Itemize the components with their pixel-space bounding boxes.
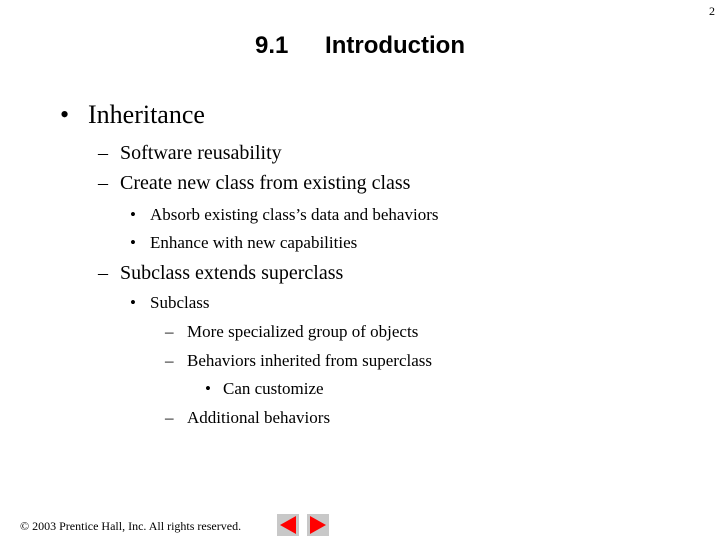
bullet-item xyxy=(130,233,357,253)
bullet-text: Subclass xyxy=(150,293,210,312)
bullet-item xyxy=(165,351,432,371)
bullet-item xyxy=(130,205,438,225)
bullet-item xyxy=(98,262,343,285)
bullet-text: Software reusability xyxy=(120,142,282,164)
left-arrow-icon xyxy=(277,514,299,536)
bullet-marker: • xyxy=(60,100,70,129)
bullet-text: Can customize xyxy=(223,379,324,398)
bullet-text: Absorb existing class’s data and behaviors xyxy=(150,205,439,224)
bullet-marker: • xyxy=(130,233,136,252)
bullet-item xyxy=(165,322,418,342)
bullet-marker: • xyxy=(130,205,136,224)
bullet-text: Subclass extends superclass xyxy=(120,262,344,284)
bullet-item xyxy=(98,172,410,195)
bullet-text: Behaviors inherited from superclass xyxy=(187,351,433,370)
bullet-marker: – xyxy=(98,142,108,164)
bullet-marker: • xyxy=(130,293,136,312)
slide-title xyxy=(0,32,720,60)
bullet-text: Inheritance xyxy=(88,100,205,129)
previous-slide-button[interactable] xyxy=(277,514,299,536)
section-title: Introduction xyxy=(325,32,465,59)
copyright-footer: © 2003 Prentice Hall, Inc. All rights reserved. xyxy=(20,519,242,533)
next-slide-button[interactable] xyxy=(307,514,329,536)
page-number: 2 xyxy=(709,4,715,18)
bullet-text: Additional behaviors xyxy=(187,408,331,427)
section-number: 9.1 xyxy=(254,32,289,59)
bullet-item xyxy=(60,100,205,130)
bullet-marker: – xyxy=(165,351,174,370)
bullet-marker: – xyxy=(165,408,174,427)
bullet-marker: – xyxy=(165,322,174,341)
bullet-text: Create new class from existing class xyxy=(120,172,411,194)
bullet-marker: • xyxy=(205,379,211,398)
bullet-item xyxy=(130,293,210,313)
bullet-text: More specialized group of objects xyxy=(187,322,419,341)
bullet-item xyxy=(165,408,330,428)
bullet-item xyxy=(98,142,282,165)
bullet-item xyxy=(205,379,324,399)
right-arrow-icon xyxy=(307,514,329,536)
bullet-marker: – xyxy=(98,172,108,194)
bullet-marker: – xyxy=(98,262,108,284)
bullet-text: Enhance with new capabilities xyxy=(150,233,358,252)
